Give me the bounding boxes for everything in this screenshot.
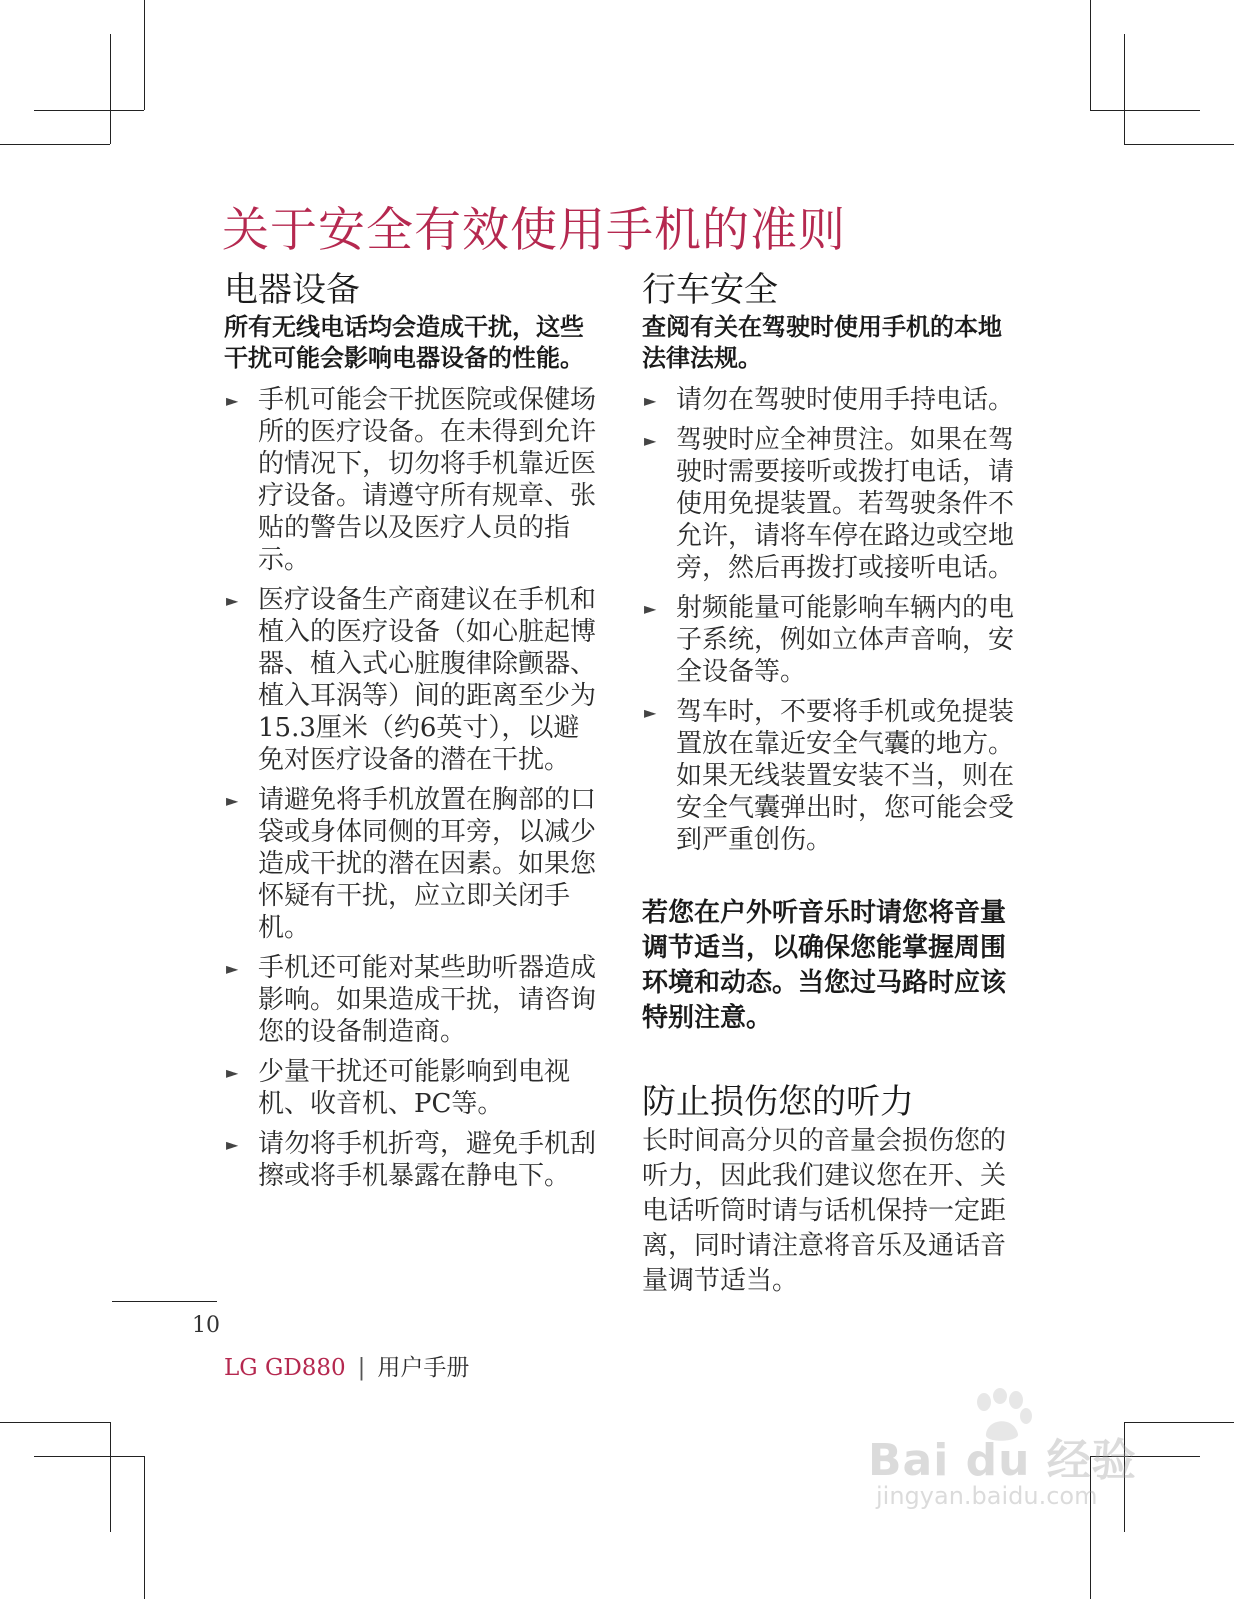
list-item — [642, 384, 1014, 416]
list-item-text: 少量干扰还可能影响到电视机、收音机、PC等。 — [258, 1057, 571, 1119]
list-item-text: 驾车时，不要将手机或免提装置放在靠近安全气囊的地方。如果无线装置安装不当，则在安全气囊弹出时，您可能会受到严重创伤。 — [676, 697, 1015, 855]
section-heading-driving-safety: 行车安全 — [642, 270, 778, 310]
list-item — [224, 1056, 596, 1120]
bullet-arrow-icon: ► — [644, 391, 657, 410]
bullet-arrow-icon: ► — [226, 1135, 239, 1154]
crop-mark — [1090, 0, 1091, 110]
model-name: LG GD880 — [224, 1355, 346, 1381]
bullet-arrow-icon: ► — [226, 1063, 239, 1082]
list-item — [224, 952, 596, 1048]
bullet-list — [224, 384, 596, 1192]
bullet-arrow-icon: ► — [226, 391, 239, 410]
crop-mark — [1090, 110, 1200, 111]
section-heading-hearing-protection: 防止损伤您的听力 — [642, 1082, 914, 1122]
list-item-text: 手机可能会干扰医院或保健场所的医疗设备。在未得到允许的情况下，切勿将手机靠近医疗设备。请遵守所有规章、张贴的警告以及医疗人员的指示。 — [258, 385, 597, 575]
crop-mark — [0, 144, 110, 145]
list-item — [642, 696, 1014, 856]
crop-mark — [0, 1422, 110, 1423]
baidu-watermark — [868, 1388, 1168, 1518]
footer-rule — [112, 1301, 217, 1302]
section-heading-electrical-devices: 电器设备 — [224, 270, 360, 310]
list-item-text: 手机还可能对某些助听器造成影响。如果造成干扰，请咨询您的设备制造商。 — [258, 953, 597, 1047]
section-intro: 查阅有关在驾驶时使用手机的本地法律法规。 — [642, 313, 1002, 372]
bullet-arrow-icon: ► — [644, 431, 657, 450]
left-column — [224, 270, 596, 1200]
hearing-paragraph: 长时间高分贝的音量会损伤您的听力，因此我们建议您在开、关电话听筒时请与话机保持一定距离，同时请注意将音乐及通话音量调节适当。 — [642, 1126, 1007, 1296]
list-item — [224, 584, 596, 776]
footer-separator: | — [357, 1355, 366, 1381]
list-item — [224, 784, 596, 944]
crop-mark — [144, 1456, 145, 1599]
crop-mark — [1124, 144, 1234, 145]
list-item-text: 请勿将手机折弯，避免手机刮擦或将手机暴露在静电下。 — [258, 1129, 597, 1191]
list-item — [224, 384, 596, 576]
crop-mark — [34, 110, 144, 111]
watermark-url: jingyan.baidu.com — [876, 1482, 1098, 1510]
page-number: 10 — [192, 1313, 220, 1338]
list-item-text: 驾驶时应全神贯注。如果在驾驶时需要接听或拨打电话，请使用免提装置。若驾驶条件不允许，请将车停在路边或空地旁，然后再拨打或接听电话。 — [676, 425, 1015, 583]
bullet-list — [642, 384, 1014, 856]
list-item — [642, 424, 1014, 584]
crop-mark — [144, 0, 145, 110]
watermark-brand: Bai du 经验 — [868, 1435, 1137, 1486]
bullet-arrow-icon: ► — [644, 703, 657, 722]
section-intro: 所有无线电话均会造成干扰，这些干扰可能会影响电器设备的性能。 — [224, 313, 584, 372]
bullet-arrow-icon: ► — [226, 959, 239, 978]
crop-mark — [110, 1422, 111, 1532]
crop-mark — [110, 34, 111, 144]
page-title: 关于安全有效使用手机的准则 — [222, 203, 846, 258]
bullet-arrow-icon: ► — [644, 599, 657, 618]
music-safety-callout: 若您在户外听音乐时请您将音量调节适当，以确保您能掌握周围环境和动态。当您过马路时应该特别注意。 — [642, 898, 1007, 1033]
bullet-arrow-icon: ► — [226, 791, 239, 810]
list-item — [224, 1128, 596, 1192]
manual-name: 用户手册 — [377, 1355, 470, 1381]
crop-mark — [34, 1456, 144, 1457]
list-item-text: 射频能量可能影响车辆内的电子系统，例如立体声音响，安全设备等。 — [676, 593, 1015, 687]
bullet-arrow-icon: ► — [226, 591, 239, 610]
crop-mark — [1124, 34, 1125, 144]
list-item — [642, 592, 1014, 688]
right-column — [642, 270, 1014, 1299]
list-item-text: 医疗设备生产商建议在手机和植入的医疗设备（如心脏起博器、植入式心脏腹律除颤器、植入耳涡等）间的距离至少为15.3厘米（约6英寸），以避免对医疗设备的潜在干扰。 — [258, 585, 597, 775]
list-item-text: 请勿在驾驶时使用手持电话。 — [676, 385, 1015, 415]
list-item-text: 请避免将手机放置在胸部的口袋或身体同侧的耳旁，以减少造成干扰的潜在因素。如果您怀疑有干扰，应立即关闭手机。 — [258, 785, 597, 943]
footer-label — [224, 1349, 469, 1382]
